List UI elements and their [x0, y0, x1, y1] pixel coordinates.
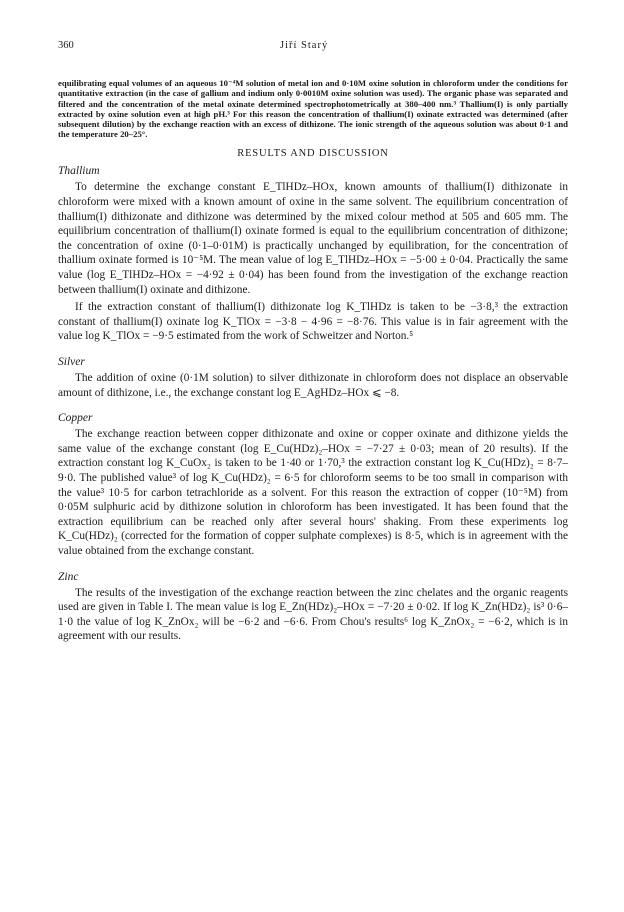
- subheading-zinc: Zinc: [58, 570, 79, 583]
- section-heading: RESULTS AND DISCUSSION: [237, 148, 389, 160]
- zinc-paragraph: The results of the investigation of the exchange reaction between the zinc chelates and the organic reagents used are given in Table I. The mean value is log E_Zn(HDz)₂–HOx = −7·20 ± 0·02. If log K_Zn(HDz)₂ is³ 0·6–1·0 the value of log K_ZnOx₂ will be −6·2 and −6·6. From Chou's results⁶ log K_ZnOx₂ = −6·2, which is in agreement with our results.: [58, 586, 568, 643]
- page: [58, 40, 568, 644]
- copper-paragraph: The exchange reaction between copper dithizonate and oxine or copper oxinate and dithizone yields the same value of the exchange constant (log E_Cu(HDz)₂–HOx = −7·27 ± 0·03; mean of 20 results). If the extraction constant log K_CuOx₂ is taken to be 1·40 or 1·70,³ the extraction constant log K_Cu(HDz)₂ = 8·7–9·0. The published value³ of log K_Cu(HDz)₂ = 6·5 for chloroform seems to be too small in comparison with the value³ 10·5 for carbon tetrachloride as a solvent. For this reason the extraction of copper (10⁻⁵M) from 0·05M sulphuric acid by dithizone solution in chloroform has been investigated. It has been found that the extraction equilibrium can be reached only after several hours' shaking. From these experiments log K_Cu(HDz)₂ (corrected for the formation of copper sulphate complexes) is 8·5, which is in agreement with the value obtained from the exchange constant.: [58, 428, 568, 557]
- thallium-paragraph-1: To determine the exchange constant E_TlHDz–HOx, known amounts of thallium(I) dithizonate in chloroform were mixed with a known amount of oxine in the same solvent. The equilibrium concentration of thallium(I) dithizonate and dithizone was determined by the mixed colour method at 505 and 605 mm. The equilibrium concentration of thallium(I) oxinate formed is equal to the equilibrium concentration of dithizone; the concentration of oxine (0·1–0·01M) is practically unchanged by equilibration, for the concentration of thallium oxinate formed is 10⁻⁵M. The mean value of log E_TlHDz–HOx = −5·00 ± 0·04. Practically the same value (log E_TlHDz–HOx = −4·92 ± 0·04) has been found from the investigation of the exchange reaction between thallium(I) oxinate and dithizone.: [58, 181, 568, 296]
- running-header: [58, 40, 568, 51]
- running-author: Jiří Starý: [280, 40, 329, 51]
- page-number: 360: [58, 40, 74, 51]
- subheading-copper: Copper: [58, 412, 93, 425]
- subheading-silver: Silver: [58, 356, 85, 368]
- methods-paragraph: equilibrating equal volumes of an aqueous 10⁻⁴M solution of metal ion and 0·10M oxine solution in chloroform under the conditions for quantitative extraction (in the case of gallium and indium only 0·0010M oxine solution was used). The organic phase was separated and filtered and the concentration of the metal oxinate determined spectrophotometrically at 380–400 nm.³ Thallium(I) is only partially extracted by oxine solution even at high pH.³ For this reason the concentration of thallium(I) oxinate extracted was determined (after subsequent dilution) by the exchange reaction with an excess of dithizone. The ionic strength of the aqueous solution was about 0·1 and the temperature 20–25°.: [58, 78, 568, 140]
- thallium-paragraph-2: If the extraction constant of thallium(I) dithizonate log K_TlHDz is taken to be −3·8,³ the extraction constant of thallium(I) oxinate log K_TlOx = −3·8 − 4·96 = −8·76. This value is in fair agreement with the value log K_TlOx = −9·5 estimated from the work of Schweitzer and Norton.⁵: [58, 301, 568, 343]
- silver-paragraph: The addition of oxine (0·1M solution) to silver dithizonate in chloroform does not displace an observable amount of dithizone, i.e., the exchange constant log E_AgHDz–HOx ⩽ −8.: [58, 372, 568, 399]
- subheading-thallium: Thallium: [58, 165, 100, 178]
